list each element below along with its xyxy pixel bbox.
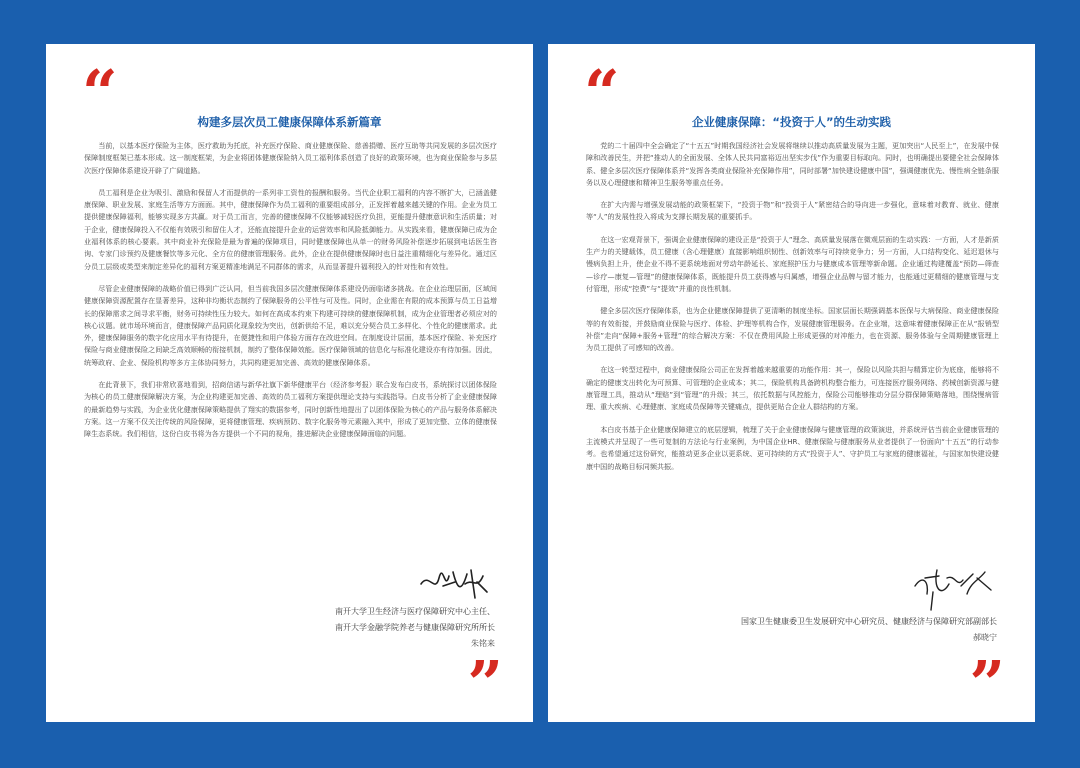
left-signer-title-2: 南开大学金融学院养老与健康保障研究所所长 <box>335 623 495 632</box>
left-handwritten-signature <box>415 564 495 604</box>
right-handwritten-signature <box>907 564 997 614</box>
left-signer-title-1: 南开大学卫生经济与医疗保障研究中心主任、 <box>335 607 495 616</box>
right-signature-block <box>741 564 997 646</box>
right-paragraph-5: 在这一转型过程中，商业健康保险公司正在发挥着越来越重要的功能作用：其一，保险以风险共担与精算定价为底座，能够将不确定的健康支出转化为可预算、可管理的企业成本；其二，保险机构具备跨机构整合能力，可连接医疗服务网络、药械创新资源与健康管理工具，推动从“理赔”到“管理”的升级；其三，依托数据与风控能力，保险公司能够推动分层分群保障策略落地，围绕慢病管理、重大疾病、心理健康、家庭成员保障等关键痛点，提供更贴合企业人群结构的方案。 <box>586 365 999 412</box>
right-paragraph-4: 健全多层次医疗保障体系，也为企业健康保障提供了更清晰的制度坐标。国家层面长期强调基本医保与大病保险、商业健康保险等的有效衔接，并鼓励商业保险与医疗、体检、护理等机构合作，发展健康管理服务。在企业端，这意味着健康保障正在从“报销型补偿”走向“保障+服务+管理”的综合解决方案：不仅在费用风险上形成更强的对冲能力，也在资源、服务体验与全周期健康管理上为员工提供了可感知的改善。 <box>586 306 999 353</box>
right-page <box>548 44 1035 722</box>
right-paragraph-3: 在这一宏观背景下，强调企业健康保障的建设正是“投资于人”理念、高质量发展落在微观层面的生动实践：一方面，人才是新质生产力的关键载体，员工健康（含心理健康）直接影响组织韧性、创新效率与可持续竞争力；另一方面，人口结构变化、延迟退休与慢病负担上升，使企业不得不更系统地面对劳动年龄延长、家庭照护压力与健康成本管理等新命题。企业通过构建覆盖“预防—筛查—诊疗—康复—管理”的健康保障体系，既能提升员工获得感与归属感，增强企业品牌与留才能力，也能通过更精细的健康管理与支付管理，形成“控费”与“提效”并重的良性机制。 <box>586 234 999 293</box>
right-paragraph-1: 党的二十届四中全会确定了“十五五”时期我国经济社会发展将继续以推动高质量发展为主题，更加突出“人民至上”，在发展中保障和改善民生，并把“推动人的全面发展、全体人民共同富裕迈出坚实步伐”作为重要目标取向。同时，也明确提出要健全社会保障体系、健全多层次医疗保障体系并“发挥各类商业保险补充保障作用”，同时部署“加快建设健康中国”，强调健康优先、慢性病全链条服务以及心理健康和精神卫生服务等重点任务。 <box>586 141 999 187</box>
right-paragraph-2: 在扩大内需与增强发展动能的政策框架下，“投资于物”和“投资于人”紧密结合的导向进一步强化，意味着对教育、就业、健康等“人”的发展性投入将成为支撑长期发展的重要抓手。 <box>586 200 999 222</box>
left-signer-name: 朱铭来 <box>471 639 495 648</box>
open-quote-mark: “ <box>584 56 614 129</box>
right-page-body <box>586 140 999 483</box>
left-page-title: 构建多层次员工健康保障体系新篇章 <box>197 115 382 129</box>
close-quote-mark: ” <box>969 647 999 720</box>
left-paragraph-2: 员工福利是企业为吸引、激励和保留人才而提供的一系列非工资性的报酬和服务。当代企业职工福利的内容不断扩大，已涵盖健康保障、职业发展、家庭生活等方方面面。其中，健康保障作为员工福利的重要组成部分，正发挥着越来越关键的作用。企业为员工提供健康保障福利，能够实现多方共赢。对于员工而言，完善的健康保障不仅能够减轻医疗负担，更能提升健康意识和生活质量；对于企业，健康保障投入不仅能有效吸引和留住人才，还能直接提升企业的运营效率和风险抵御能力。从实践来看，健康保障已成为企业福利体系的核心要素。其中商业补充保险是最为普遍的保障项目，同时健康保障也从单一的财务风险补偿逐步拓展到电话医生咨询、专家门诊预约及健康餐饮等多元化、全方位的健康管理服务。此外，企业在提供健康保障时也日益注重精细化与差异化。通过区分员工层级或类型来制定差异化的福利方案更精准地满足不同群体的需求，从而显著提升福利投入的针对性和有效性。 <box>84 187 497 271</box>
left-signature-block <box>335 564 495 652</box>
right-signer-name: 郝晓宁 <box>973 633 997 642</box>
left-paragraph-1: 当前，以基本医疗保险为主体，医疗救助为托底，补充医疗保险、商业健康保险、慈善捐赠、医疗互助等共同发展的多层次医疗保障制度框架已基本形成。这一制度框架，为企业将团体健康保险纳入员工福利体系创造了良好的政策环境，也为商业保险参与多层次医疗保障体系建设开辟了广阔道路。 <box>84 141 497 175</box>
close-quote-mark: ” <box>467 647 497 720</box>
left-paragraph-3: 尽管企业健康保障的战略价值已得到广泛认同，但当前我国多层次健康保障体系建设仍面临诸多挑战。在企业治理层面，区域间健康保障资源配置存在显著差异，这种非均衡状态制约了保障服务的公平性与可及性。同时，企业需在有限的成本预算与员工日益增长的保障需求之间寻求平衡，财务可持续性压力较大。如何在高成本约束下构建可持续的健康保障机制，成为企业管理者必须应对的核心议题。就市场环境而言，健康保障产品同质化现象较为突出，创新供给不足，难以充分契合员工多样化、个性化的健康需求。此外，健康保障服务的数字化应用水平有待提升，在便捷性和用户体验方面存在改进空间。在制度设计层面，基本医疗保险、补充医疗保险与商业健康保险之间缺乏高效顺畅的衔接机制，制约了整体保障效能。医疗保障领域的信息化与标准化建设亦有待加强。因此，统筹政府、企业、保险机构等多方主体协同努力，共同构建更加完善、高效的健康保障体系。 <box>84 283 497 367</box>
right-page-title: 企业健康保障：“投资于人”的生动实践 <box>691 115 892 129</box>
left-page-body <box>84 140 497 451</box>
left-page <box>46 44 533 722</box>
left-paragraph-4: 在此背景下，我们非常欣喜地看到，招商信诺与新华社旗下新华健康平台（经济参考报）联合发布白皮书，系统探讨以团体保险为核心的员工健康保障解决方案，为企业构建更加完善、高效的员工福利方案提供理论支持与实践指导。白皮书分析了企业健康保障的最新趋势与实践，为企业优化健康保障策略提供了翔实的数据参考，同时创新性地提出了以团体保险为核心的产品与服务体系解决方案。这一方案不仅关注传统的风险保障，更将健康管理、疾病预防、数字化服务等元素融入其中，形成了更加完整、立体的健康保障生态系统。我们相信，这份白皮书将为各方提供一个不同的视角，推进解决企业健康保障面临的问题。 <box>84 380 497 439</box>
open-quote-mark: “ <box>82 56 112 129</box>
right-signer-title: 国家卫生健康委卫生发展研究中心研究员、健康经济与保障研究部副部长 <box>741 617 997 626</box>
right-paragraph-6: 本白皮书基于企业健康保障建立的底层逻辑，梳理了关于企业健康保障与健康管理的政策演进，并系统评估当前企业健康管理的主流模式并呈现了一些可复制的方法论与行业案例，为中国企业HR、健康保险与健康服务从业者提供了一份面向“十五五”的行动参考。也希望通过这份研究，能推动更多企业以更系统、更可持续的方式“投资于人”、守护员工与家庭的健康福祉，与国家加快建设健康中国的战略目标同频共振。 <box>586 424 999 471</box>
